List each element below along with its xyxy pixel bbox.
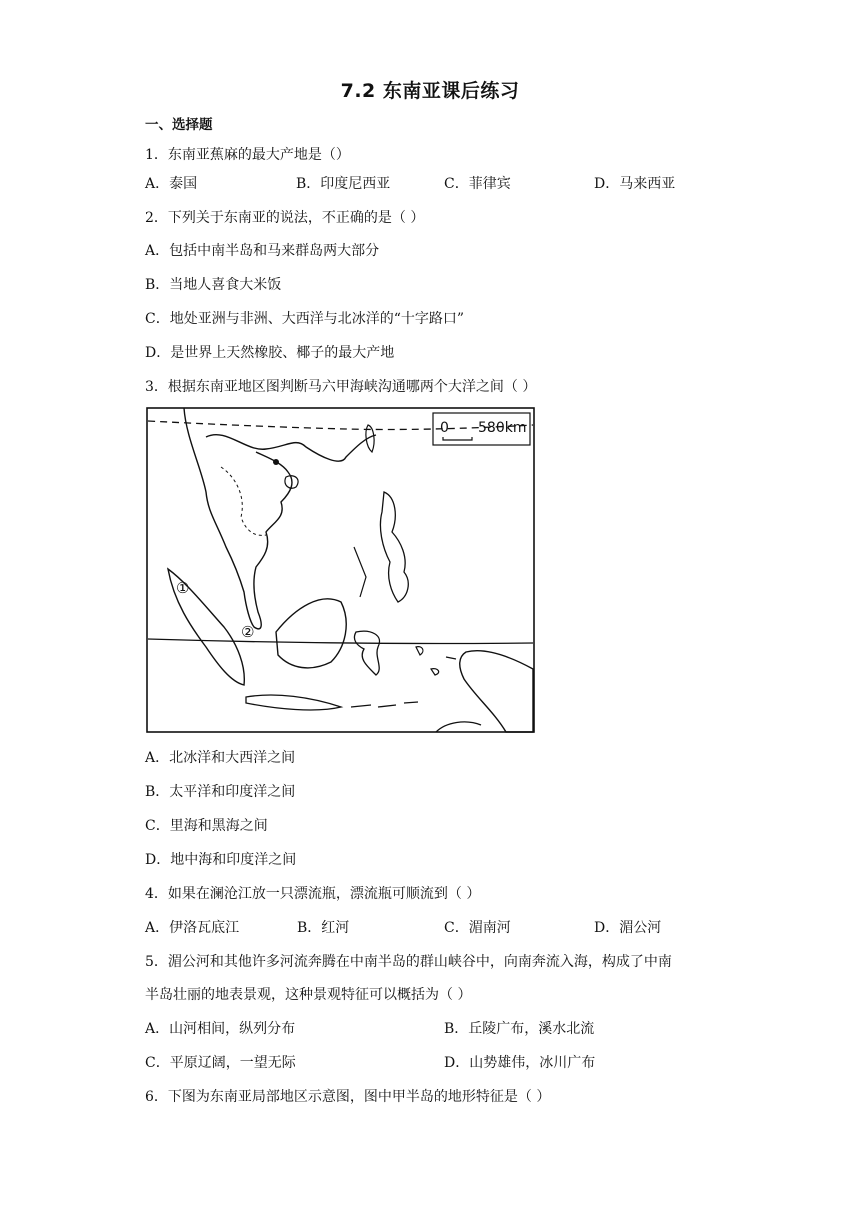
city-dot: [273, 459, 279, 465]
q2-option-d: D．是世界上天然橡胶、椰子的最大产地: [145, 345, 395, 361]
q5-option-c: C．平原辽阔，一望无际: [145, 1055, 296, 1071]
question-2-stem: 2．下列关于东南亚的说法，不正确的是（ ）: [145, 210, 425, 226]
q5-option-b: B．丘陵广布，溪水北流: [444, 1021, 595, 1037]
q1-option-b: B．印度尼西亚: [296, 176, 391, 192]
q4-option-b: B．红河: [297, 920, 350, 936]
section-heading: 一、选择题: [145, 117, 213, 133]
question-5-stem-line2: 半岛壮丽的地表景观，这种景观特征可以概括为（ ）: [145, 987, 472, 1003]
scale-label: 580km: [478, 420, 527, 436]
question-5-stem-line1: 5．湄公河和其他许多河流奔腾在中南半岛的群山峡谷中，向南奔流入海，构成了中南: [145, 954, 672, 970]
q1-option-c: C．菲律宾: [444, 176, 511, 192]
q1-option-d: D．马来西亚: [594, 176, 676, 192]
q3-option-a: A．北冰洋和大西洋之间: [145, 750, 296, 766]
q2-option-c: C．地处亚洲与非洲、大西洋与北冰洋的“十字路口”: [145, 311, 465, 327]
question-4-stem: 4．如果在澜沧江放一只漂流瓶，漂流瓶可顺流到（ ）: [145, 886, 481, 902]
question-6-stem: 6．下图为东南亚局部地区示意图，图中甲半岛的地形特征是（ ）: [145, 1089, 551, 1105]
q1-option-a: A．泰国: [145, 176, 198, 192]
marker-1: ①: [176, 579, 190, 597]
q5-option-d: D．山势雄伟，冰川广布: [444, 1055, 596, 1071]
q2-option-b: B．当地人喜食大米饭: [145, 277, 282, 293]
q4-option-d: D．湄公河: [594, 920, 662, 936]
q4-option-c: C．湄南河: [444, 920, 511, 936]
question-1-stem: 1．东南亚蕉麻的最大产地是（）: [145, 147, 350, 163]
q4-option-a: A．伊洛瓦底江: [145, 920, 240, 936]
q3-option-d: D．地中海和印度洋之间: [145, 852, 297, 868]
q5-option-a: A．山河相间，纵列分布: [145, 1021, 296, 1037]
question-3-stem: 3．根据东南亚地区图判断马六甲海峡沟通哪两个大洋之间（ ）: [145, 379, 537, 395]
map-frame: [147, 408, 534, 732]
marker-2: ②: [241, 623, 255, 641]
page-title: 7.2 东南亚课后练习: [340, 80, 520, 102]
q3-option-c: C．里海和黑海之间: [145, 818, 268, 834]
q3-option-b: B．太平洋和印度洋之间: [145, 784, 296, 800]
southeast-asia-map: [146, 407, 535, 733]
q2-option-a: A．包括中南半岛和马来群岛两大部分: [145, 243, 380, 259]
scale-zero: 0: [440, 420, 449, 436]
